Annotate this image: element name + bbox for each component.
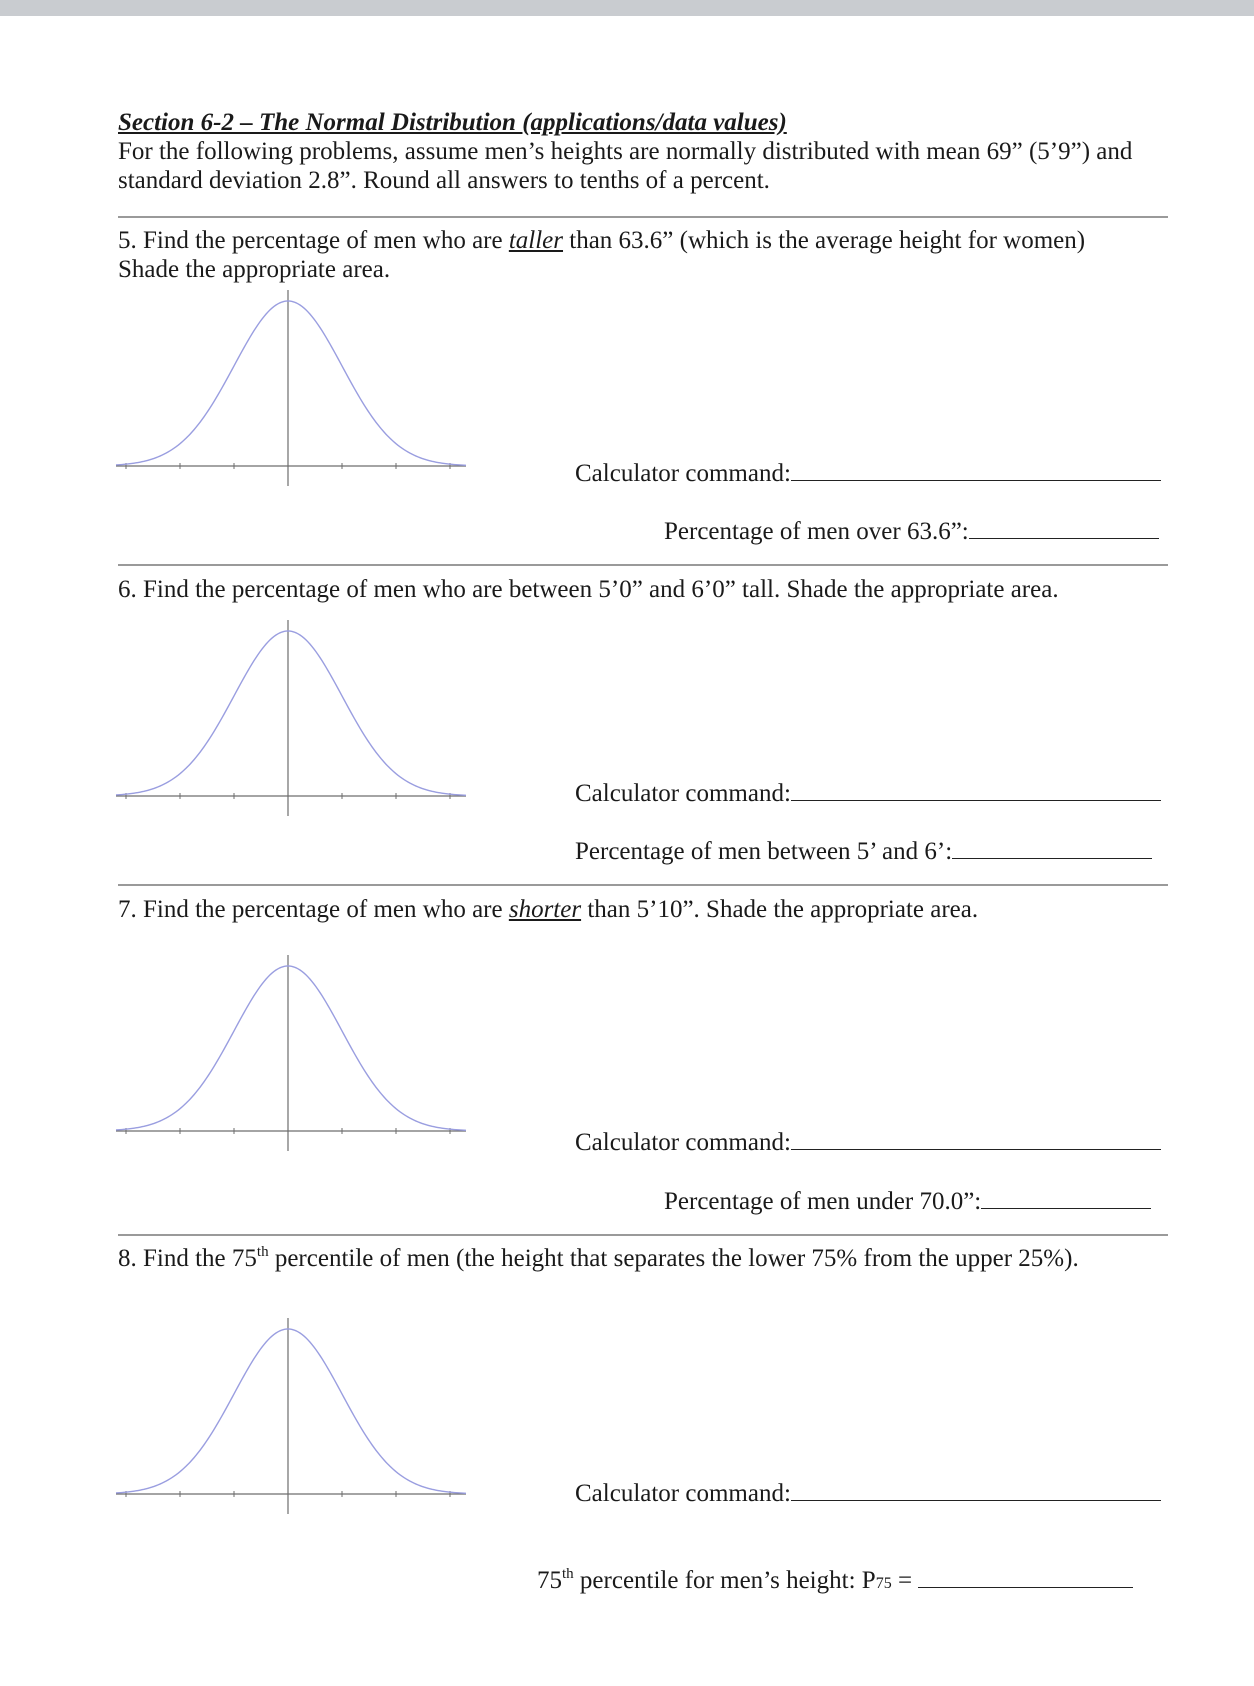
q6-answer-blank[interactable] [952,836,1152,859]
q8-text-post: percentile of men (the height that separates the lower 75% from the upper 25%). [268,1245,1079,1272]
q8-answer-pre: 75 [537,1567,562,1594]
q8-text-pre: 8. Find the 75 [118,1245,257,1272]
q7-answer [664,1186,1151,1217]
q5-answer [664,516,1159,547]
q7-answer-blank[interactable] [981,1186,1151,1209]
q5-text-post: than 63.6” (which is the average height for women) [563,227,1086,254]
q7-text-post: than 5’10”. Shade the appropriate area. [581,896,979,923]
q7-emphasis: shorter [508,896,582,923]
bell-curve [116,631,466,795]
divider [118,216,1168,218]
q6-answer [575,836,1152,867]
divider [118,1234,1168,1236]
q8-answer-subscript: 75 [875,1575,892,1592]
top-bar [0,0,1254,16]
q5-cmd-label: Calculator command: [575,460,791,487]
bell-curve [116,1329,466,1493]
q8-answer-equals: = [891,1567,913,1594]
question-7 [118,895,978,925]
q5-emphasis: taller [508,227,564,254]
question-5 [118,226,1085,256]
q8-superscript: th [256,1244,269,1260]
q7-text-pre: 7. Find the percentage of men who are [118,896,509,923]
bell-curve [116,301,466,465]
q5-text-pre: 5. Find the percentage of men who are [118,227,509,254]
q6-calculator-command [575,778,1161,809]
bell-curve [116,966,466,1130]
q7-cmd-blank[interactable] [791,1127,1161,1150]
q5-instruction: Shade the appropriate area. [118,256,391,283]
q5-answer-blank[interactable] [969,516,1159,539]
q7-normal-curve[interactable] [116,955,502,1177]
section-title: Section 6-2 – The Normal Distribution (applications/data values) [118,109,787,136]
q8-cmd-blank[interactable] [791,1478,1161,1501]
q8-cmd-label: Calculator command: [575,1480,791,1507]
q8-normal-curve[interactable] [116,1318,502,1540]
question-8 [118,1244,1079,1274]
intro-line-2: standard deviation 2.8”. Round all answers to tenths of a percent. [118,167,770,194]
q5-normal-curve[interactable] [116,290,502,512]
q8-answer-superscript: th [562,1566,574,1582]
q5-answer-label: Percentage of men over 63.6”: [664,518,969,545]
q5-calculator-command [575,458,1161,489]
q8-answer-mid: percentile for men’s height: P [573,1567,876,1594]
q8-answer [537,1565,1133,1599]
question-6: 6. Find the percentage of men who are between 5’0” and 6’0” tall. Shade the appropriate area. [118,576,1059,603]
q6-cmd-blank[interactable] [791,778,1161,801]
q5-cmd-blank[interactable] [791,458,1161,481]
q7-answer-label: Percentage of men under 70.0”: [664,1188,982,1215]
q8-calculator-command [575,1478,1161,1509]
q6-normal-curve[interactable] [116,620,502,842]
q6-cmd-label: Calculator command: [575,780,791,807]
q7-calculator-command [575,1127,1161,1158]
q6-answer-label: Percentage of men between 5’ and 6’: [575,838,953,865]
divider [118,564,1168,566]
q8-answer-blank[interactable] [918,1565,1133,1588]
divider [118,884,1168,886]
q7-cmd-label: Calculator command: [575,1129,791,1156]
intro-line-1: For the following problems, assume men’s heights are normally distributed with mean 69” (5’9”) and [118,138,1133,165]
